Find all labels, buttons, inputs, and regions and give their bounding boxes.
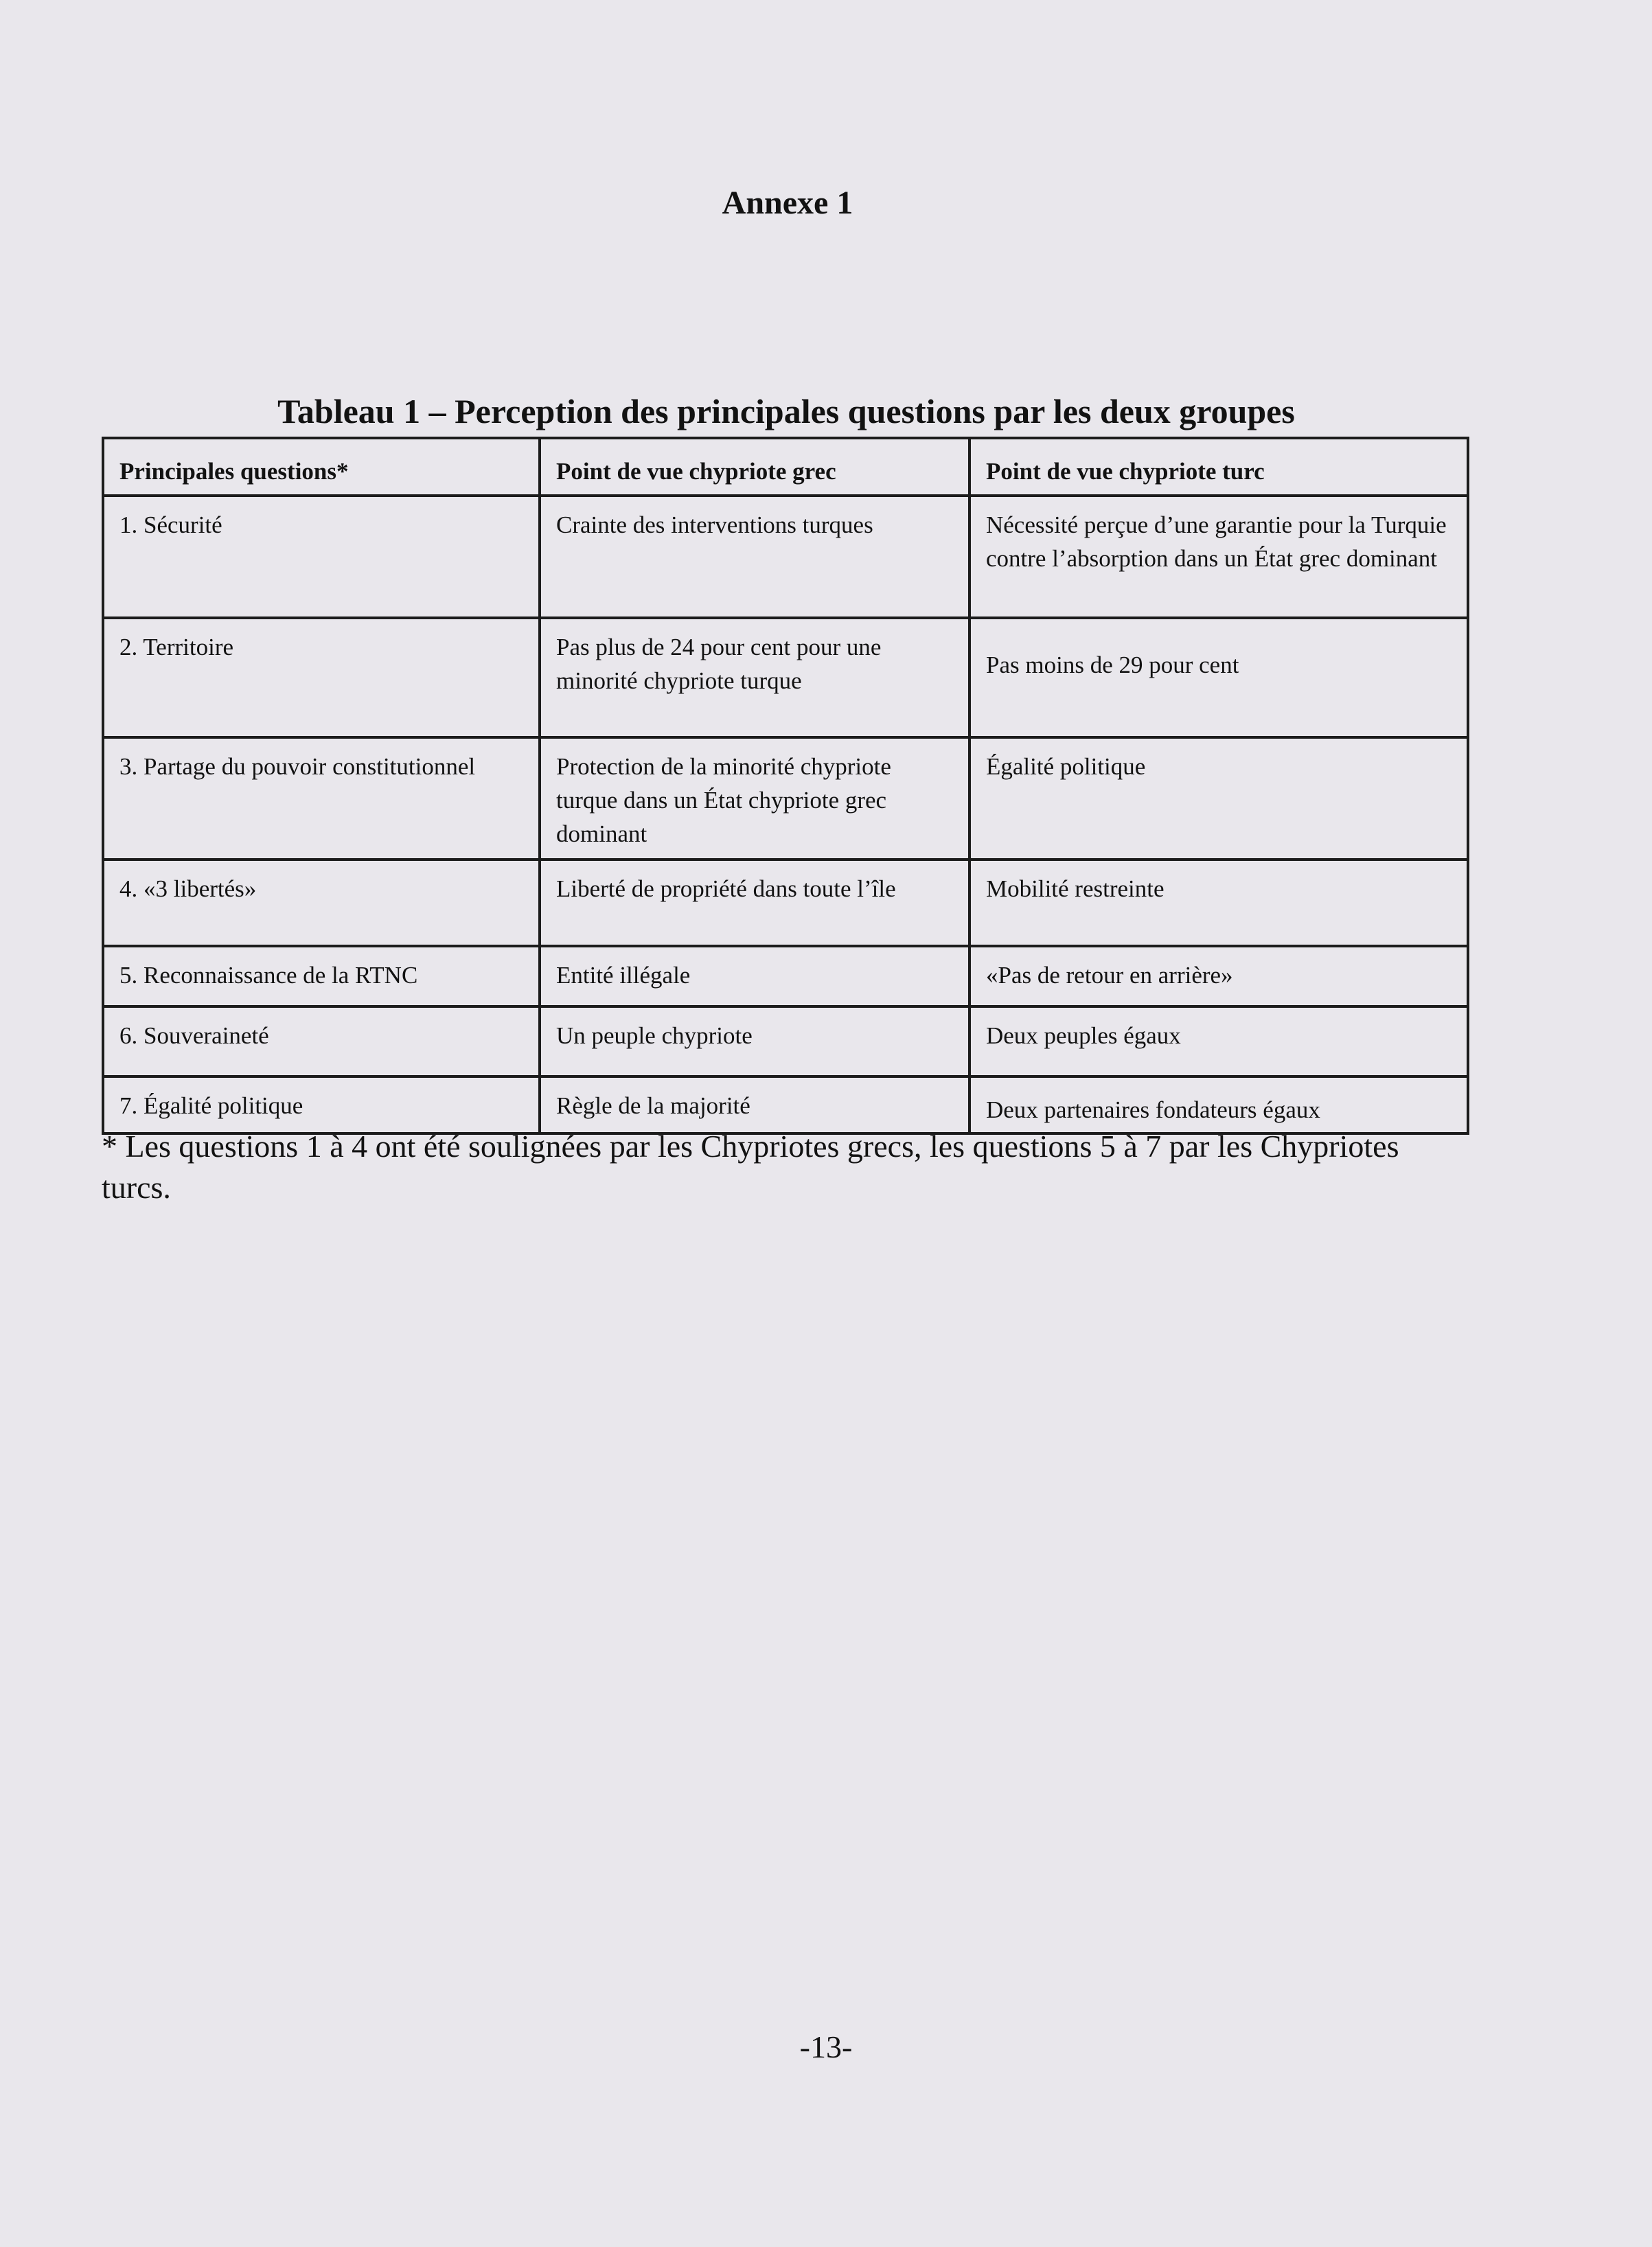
turkish-view-cell: Mobilité restreinte bbox=[970, 860, 1468, 946]
greek-view-cell: Liberté de propriété dans toute l’île bbox=[540, 860, 970, 946]
greek-view-cell: Crainte des interventions turques bbox=[540, 496, 970, 618]
header-cell-turkish-view: Point de vue chypriote turc bbox=[970, 438, 1468, 496]
table-row bbox=[103, 946, 1468, 1006]
table-header-row bbox=[103, 438, 1468, 496]
header-cell-greek-view: Point de vue chypriote grec bbox=[540, 438, 970, 496]
turkish-view-cell: Deux peuples égaux bbox=[970, 1006, 1468, 1076]
greek-view-cell: Pas plus de 24 pour cent pour une minorité chypriote turque bbox=[540, 618, 970, 737]
question-cell: 4. «3 libertés» bbox=[103, 860, 540, 946]
question-cell: 5. Reconnaissance de la RTNC bbox=[103, 946, 540, 1006]
table-row bbox=[103, 618, 1468, 737]
table-row bbox=[103, 737, 1468, 860]
page-number: -13- bbox=[799, 2029, 853, 2064]
table-caption: Tableau 1 – Perception des principales questions par les deux groupes bbox=[277, 392, 1295, 430]
greek-view-cell: Entité illégale bbox=[540, 946, 970, 1006]
question-cell: 7. Égalité politique bbox=[103, 1076, 540, 1133]
table-footnote: * Les questions 1 à 4 ont été soulignées par les Chypriotes grecs, les questions 5 à 7 par les Chypriotes turcs. bbox=[102, 1129, 1399, 1205]
question-cell: 3. Partage du pouvoir constitutionnel bbox=[103, 737, 540, 860]
greek-view-cell: Protection de la minorité chypriote turque dans un État chypriote grec dominant bbox=[540, 737, 970, 860]
greek-view-cell: Règle de la majorité bbox=[540, 1076, 970, 1133]
issues-table bbox=[102, 437, 1469, 1135]
table-row bbox=[103, 1006, 1468, 1076]
turkish-view-cell: Égalité politique bbox=[970, 737, 1468, 860]
annex-title: Annexe 1 bbox=[722, 185, 853, 221]
header-cell-questions: Principales questions* bbox=[103, 438, 540, 496]
table-row bbox=[103, 1076, 1468, 1133]
table-row bbox=[103, 496, 1468, 618]
question-cell: 2. Territoire bbox=[103, 618, 540, 737]
greek-view-cell: Un peuple chypriote bbox=[540, 1006, 970, 1076]
turkish-view-cell: Nécessité perçue d’une garantie pour la Turquie contre l’absorption dans un État grec dominant bbox=[970, 496, 1468, 618]
turkish-view-cell: Deux partenaires fondateurs égaux bbox=[970, 1076, 1468, 1133]
turkish-view-cell: Pas moins de 29 pour cent bbox=[970, 618, 1468, 737]
table-row bbox=[103, 860, 1468, 946]
turkish-view-cell: «Pas de retour en arrière» bbox=[970, 946, 1468, 1006]
question-cell: 6. Souveraineté bbox=[103, 1006, 540, 1076]
question-cell: 1. Sécurité bbox=[103, 496, 540, 618]
